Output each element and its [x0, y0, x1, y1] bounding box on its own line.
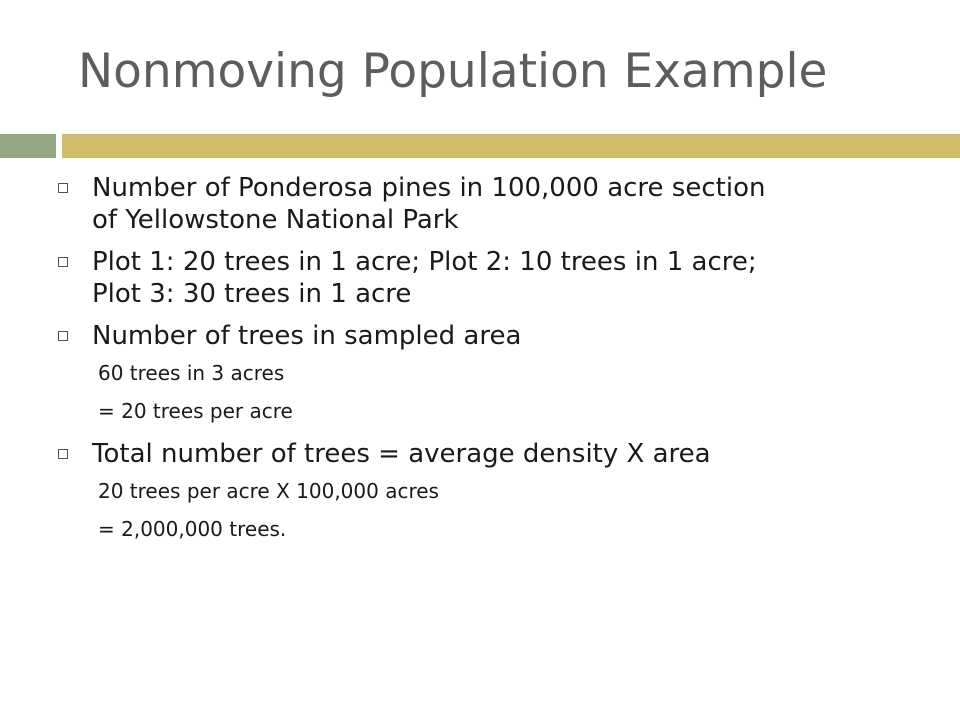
- bullet-4-sub-2: = 2,000,000 trees.: [98, 517, 287, 541]
- bullet-3: [55, 320, 915, 352]
- square-bullet-icon: [58, 449, 68, 459]
- slide-title: Nonmoving Population Example: [78, 44, 828, 99]
- bullet-2-line-1: Plot 1: 20 trees in 1 acre; Plot 2: 10 trees in 1 acre;: [92, 247, 757, 277]
- title-rule-left: [0, 134, 56, 158]
- bullet-4-sub-1: 20 trees per acre X 100,000 acres: [98, 479, 439, 503]
- title-rule-right: [62, 134, 960, 158]
- square-bullet-icon: [58, 183, 68, 193]
- bullet-4-line-1: Total number of trees = average density X area: [92, 439, 711, 469]
- bullet-1-line-2: of Yellowstone National Park: [92, 205, 459, 235]
- bullet-4: [55, 438, 915, 470]
- bullet-3-sub-1: 60 trees in 3 acres: [98, 361, 285, 385]
- square-bullet-icon: [58, 331, 68, 341]
- bullet-3-sub-2: = 20 trees per acre: [98, 399, 293, 423]
- bullet-1: [55, 172, 915, 236]
- slide-body: [55, 172, 915, 556]
- bullet-2-line-2: Plot 3: 30 trees in 1 acre: [92, 279, 412, 309]
- bullet-3-line-1: Number of trees in sampled area: [92, 321, 522, 351]
- bullet-1-line-1: Number of Ponderosa pines in 100,000 acre section: [92, 173, 766, 203]
- square-bullet-icon: [58, 257, 68, 267]
- bullet-2: [55, 246, 915, 310]
